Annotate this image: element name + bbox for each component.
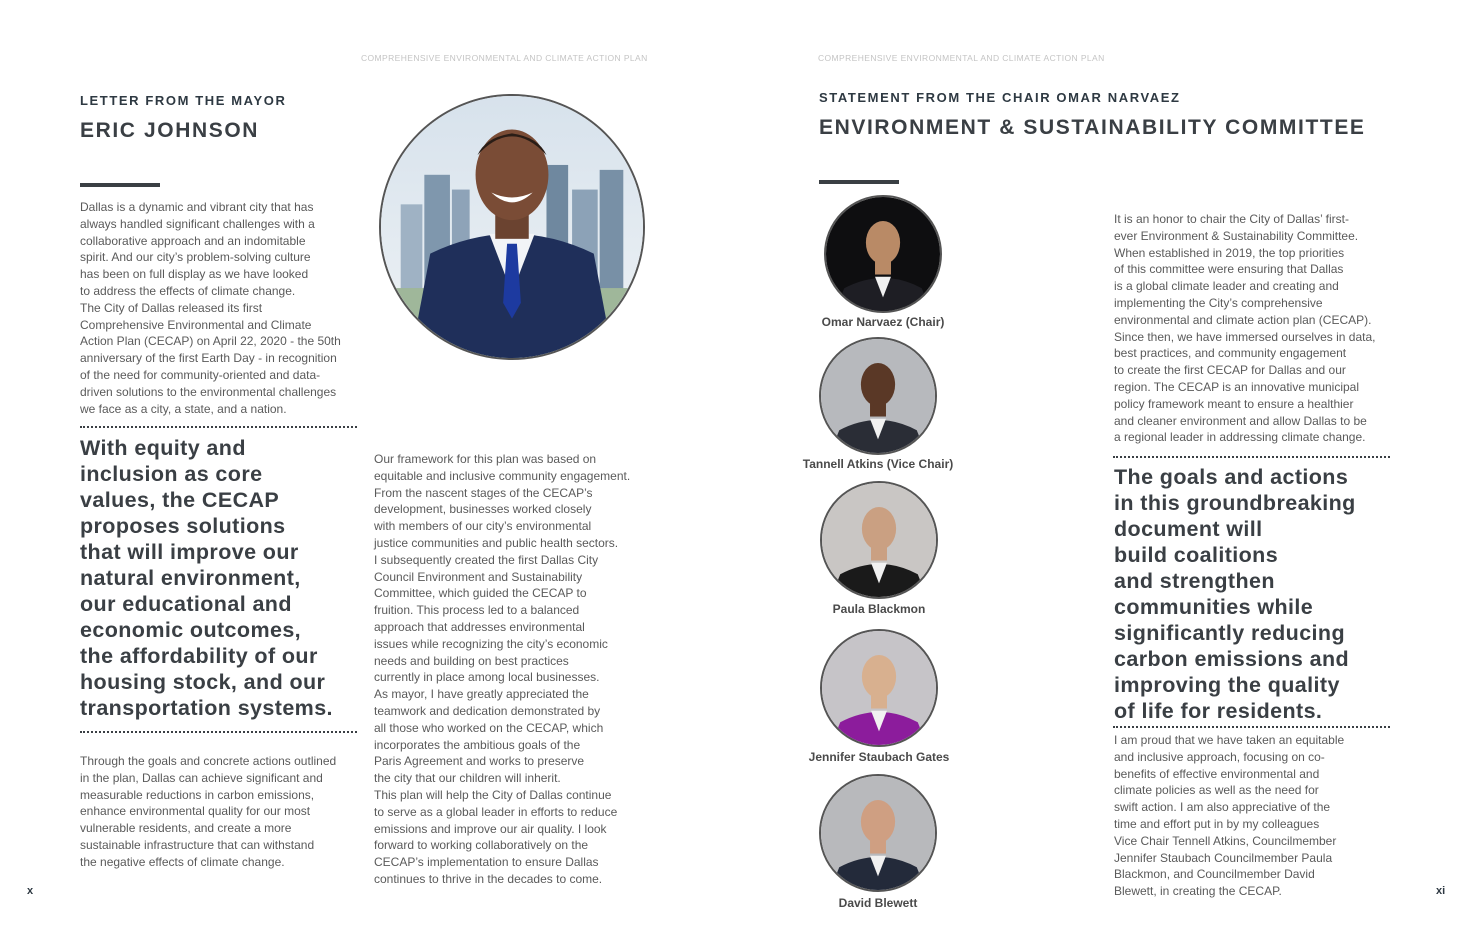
running-head-left: COMPREHENSIVE ENVIRONMENTAL AND CLIMATE ACTION PLAN <box>361 53 648 63</box>
text-line: spirit. And our city’s problem-solving culture <box>80 250 311 265</box>
quote-divider-top-left <box>80 426 357 428</box>
text-line: CECAP’s implementation to ensure Dallas <box>374 855 599 870</box>
text-line: housing stock, and our <box>80 670 326 694</box>
text-line: Blewett, in creating the CECAP. <box>1114 884 1282 899</box>
quote-divider-top-right <box>1113 456 1390 458</box>
text-line: Dallas is a dynamic and vibrant city that has <box>80 200 314 214</box>
text-line: equitable and inclusive community engagement. <box>374 468 631 483</box>
text-line: implementing the City’s comprehensive <box>1114 295 1323 310</box>
text-line: economic outcomes, <box>80 618 302 642</box>
chair-intro <box>1114 211 1404 446</box>
chair-pull-quote <box>1114 464 1404 724</box>
text-line: Jennifer Staubach Councilmember Paula <box>1114 850 1333 865</box>
text-line: climate policies as well as the need for <box>1114 783 1319 798</box>
text-line: needs and building on best practices <box>374 653 569 668</box>
text-line: of the need for community-oriented and data- <box>80 367 321 382</box>
text-line: Our framework for this plan was based on <box>374 452 597 466</box>
text-line: Council Environment and Sustainability <box>374 569 583 584</box>
text-line: vulnerable residents, and create a more <box>80 821 292 836</box>
text-line: to serve as a global leader in efforts to reduce <box>374 804 618 819</box>
running-head-right: COMPREHENSIVE ENVIRONMENTAL AND CLIMATE ACTION PLAN <box>818 53 1105 63</box>
mayor-closing <box>80 753 370 871</box>
chair-closing <box>1114 732 1404 900</box>
text-line: development, businesses worked closely <box>374 502 592 517</box>
title-rule-left <box>80 183 160 187</box>
text-line: environmental and climate action plan (CECAP). <box>1114 312 1372 327</box>
text-line: a regional leader in addressing climate change. <box>1114 430 1366 445</box>
text-line: is a global climate leader and creating and <box>1114 279 1339 294</box>
text-line: As mayor, I have greatly appreciated the <box>374 687 589 702</box>
text-line: I subsequently created the first Dallas City <box>374 552 599 567</box>
text-line: Since then, we have immersed ourselves in data, <box>1114 329 1376 344</box>
member-portrait <box>824 195 942 313</box>
committee-title: ENVIRONMENT & SUSTAINABILITY COMMITTEE <box>819 116 1366 139</box>
page-number-left: x <box>27 885 34 897</box>
text-line: proposes solutions <box>80 514 286 538</box>
text-line: of life for residents. <box>1114 699 1323 723</box>
text-line: communities while <box>1114 595 1314 619</box>
text-line: currently in place among local businesses. <box>374 670 600 685</box>
text-line: the negative effects of climate change. <box>80 854 285 869</box>
text-line: emissions and improve our air quality. I look <box>374 821 607 836</box>
text-line: we face as a city, a state, and a nation. <box>80 401 287 416</box>
member-caption: David Blewett <box>838 896 918 910</box>
text-line: Vice Chair Tennell Atkins, Councilmember <box>1114 833 1337 848</box>
quote-divider-bottom-right <box>1113 726 1390 728</box>
member-caption: Jennifer Staubach Gates <box>808 750 950 764</box>
text-line: of this committee were ensuring that Dallas <box>1114 262 1344 277</box>
mayor-intro <box>80 199 370 417</box>
text-line: swift action. I am also appreciative of the <box>1114 800 1331 815</box>
text-line: When established in 2019, the top priorities <box>1114 245 1345 260</box>
text-line: ever Environment & Sustainability Committee. <box>1114 228 1359 243</box>
text-line: benefits of effective environmental and <box>1114 766 1320 781</box>
text-line: enhance environmental quality for our most <box>80 804 311 819</box>
text-line: has been on full display as we have looked <box>80 267 309 282</box>
text-line: The goals and actions <box>1114 465 1349 489</box>
text-line: region. The CECAP is an innovative municipal <box>1114 379 1360 394</box>
member-caption: Omar Narvaez (Chair) <box>821 315 945 329</box>
text-line: transportation systems. <box>80 696 333 720</box>
text-line: our educational and <box>80 592 292 616</box>
page-number-right: xi <box>1436 885 1446 897</box>
text-line: The City of Dallas released its first <box>80 300 263 315</box>
text-line: collaborative approach and an indomitable <box>80 233 306 248</box>
text-line: Blackmon, and Councilmember David <box>1114 867 1315 882</box>
title-rule-right <box>819 180 899 184</box>
text-line: and cleaner environment and allow Dallas to be <box>1114 413 1367 428</box>
text-line: issues while recognizing the city’s economic <box>374 636 608 651</box>
member-caption: Tannell Atkins (Vice Chair) <box>802 457 954 471</box>
text-line: Comprehensive Environmental and Climate <box>80 317 312 332</box>
text-line: time and effort put in by my colleagues <box>1114 816 1320 831</box>
text-line: I am proud that we have taken an equitable <box>1114 733 1345 747</box>
text-line: significantly reducing <box>1114 621 1346 645</box>
text-line: inclusion as core <box>80 462 263 486</box>
text-line: improving the quality <box>1114 673 1340 697</box>
member-portrait <box>820 481 938 599</box>
text-line: the affordability of our <box>80 644 318 668</box>
text-line: best practices, and community engagement <box>1114 346 1347 361</box>
text-line: in the plan, Dallas can achieve significant and <box>80 770 323 785</box>
text-line: With equity and <box>80 436 246 460</box>
text-line: to address the effects of climate change. <box>80 283 296 298</box>
text-line: It is an honor to chair the City of Dallas’ first- <box>1114 212 1349 226</box>
text-line: Action Plan (CECAP) on April 22, 2020 - the 50th <box>80 334 341 349</box>
text-line: justice communities and public health sectors. <box>374 535 619 550</box>
text-line: approach that addresses environmental <box>374 619 585 634</box>
text-line: forward to working collaboratively on the <box>374 838 589 853</box>
text-line: policy framework meant to ensure a healthier <box>1114 396 1354 411</box>
statement-eyebrow: STATEMENT FROM THE CHAIR OMAR NARVAEZ <box>819 90 1181 105</box>
text-line: document will <box>1114 517 1263 541</box>
mayor-name: ERIC JOHNSON <box>80 119 260 142</box>
text-line: fruition. This process led to a balanced <box>374 603 580 618</box>
text-line: with members of our city’s environmental <box>374 519 592 534</box>
text-line: values, the CECAP <box>80 488 280 512</box>
text-line: Committee, which guided the CECAP to <box>374 586 587 601</box>
member-portrait <box>819 774 937 892</box>
text-line: continues to thrive in the decades to come. <box>374 871 603 886</box>
text-line: driven solutions to the environmental challenges <box>80 384 337 399</box>
text-line: always handled significant challenges with a <box>80 216 315 231</box>
member-portrait <box>820 629 938 747</box>
mayor-pull-quote <box>80 435 370 721</box>
quote-divider-bottom-left <box>80 731 357 733</box>
text-line: measurable reductions in carbon emissions, <box>80 787 315 802</box>
text-line: Paris Agreement and works to preserve <box>374 754 585 769</box>
text-line: in this groundbreaking <box>1114 491 1356 515</box>
text-line: carbon emissions and <box>1114 647 1350 671</box>
mayor-letter-column-2 <box>374 451 664 888</box>
member-portrait <box>819 337 937 455</box>
letter-eyebrow: LETTER FROM THE MAYOR <box>80 93 287 108</box>
text-line: all those who worked on the CECAP, which <box>374 720 604 735</box>
text-line: the city that our children will inherit. <box>374 771 561 786</box>
text-line: natural environment, <box>80 566 301 590</box>
text-line: and strengthen <box>1114 569 1275 593</box>
text-line: teamwork and dedication demonstrated by <box>374 703 601 718</box>
member-caption: Paula Blackmon <box>832 602 926 616</box>
mayor-portrait <box>379 94 645 360</box>
text-line: This plan will help the City of Dallas continue <box>374 787 612 802</box>
text-line: anniversary of the first Earth Day - in recognition <box>80 351 337 366</box>
text-line: Through the goals and concrete actions outlined <box>80 754 337 768</box>
text-line: incorporates the ambitious goals of the <box>374 737 581 752</box>
text-line: and inclusive approach, focusing on co- <box>1114 749 1325 764</box>
text-line: From the nascent stages of the CECAP’s <box>374 485 593 500</box>
text-line: that will improve our <box>80 540 299 564</box>
text-line: build coalitions <box>1114 543 1279 567</box>
text-line: to create the first CECAP for Dallas and our <box>1114 363 1346 378</box>
text-line: sustainable infrastructure that can withstand <box>80 837 315 852</box>
